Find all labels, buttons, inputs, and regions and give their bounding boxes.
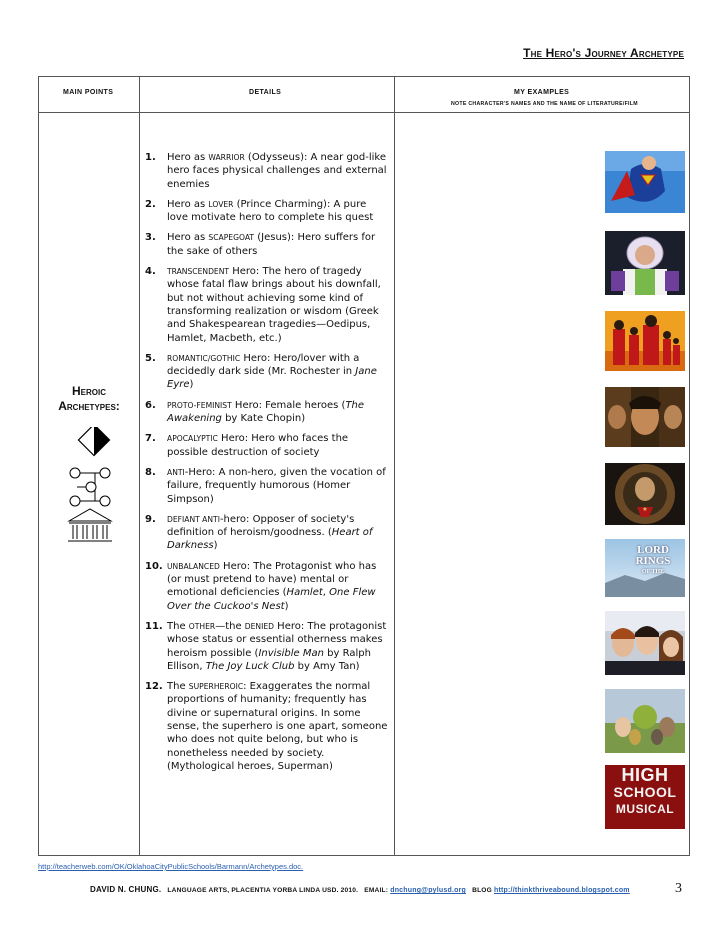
footer-email-label: EMAIL: bbox=[364, 887, 389, 894]
list-item: 9. DEFIANT ANTI-hero: Opposer of society's definition of heroism/goodness. (Heart of Darkness) bbox=[145, 513, 373, 552]
header-my-examples: MY EXAMPLES bbox=[514, 89, 570, 96]
list-item: 12. The SUPERHEROIC: Exaggerates the normal proportions of humanity; frequently has divine or supernatural origins. In some sense, the superhero is one apart, someone who does not quite belong, but who is nonetheless needed by society. (Mythological heroes, Superman) bbox=[145, 681, 388, 772]
header-details: DETAILS bbox=[249, 89, 282, 96]
list-item: 7. APOCALYPTIC Hero: Hero who faces the possible destruction of society bbox=[145, 433, 349, 458]
list-item: 1. Hero as WARRIOR (Odysseus): A near god-like hero faces physical challenges and external enemies bbox=[145, 152, 387, 190]
list-item: 2. Hero as LOVER (Prince Charming): A pure love motivate hero to complete his quest bbox=[145, 198, 374, 224]
lotr-title-line: LORD RINGS bbox=[635, 544, 671, 567]
footer-blog-label: BLOG bbox=[472, 887, 492, 894]
header-my-examples-note: NOTE CHARACTER'S NAMES AND THE NAME OF LITERATURE/FILM bbox=[451, 101, 638, 107]
main-point-heroic-archetypes bbox=[39, 384, 139, 414]
shrek-image bbox=[605, 689, 685, 753]
column-divider bbox=[139, 77, 140, 855]
list-item: 6. PROTO-FEMINIST Hero: Female heroes (The Awakening by Kate Chopin) bbox=[145, 399, 365, 425]
page-footer bbox=[90, 885, 630, 894]
list-item: 10. UNBALANCED Hero: The Protagonist who has (or must pretend to have) mental or emotional deficiencies (Hamlet, One Flew Over the Cuckoo's Nest) bbox=[145, 560, 377, 612]
main-point-line: Heroic bbox=[71, 384, 106, 398]
hsm-title-line: HIGH bbox=[621, 765, 669, 785]
star-wars-image bbox=[605, 463, 685, 525]
archetype-symbols-icon bbox=[65, 427, 125, 547]
buzz-lightyear-image bbox=[605, 231, 685, 295]
superman-image bbox=[605, 151, 685, 213]
column-divider bbox=[394, 77, 395, 855]
archetype-symbols bbox=[65, 427, 125, 551]
list-item: 5. ROMANTIC/GOTHIC Hero: Hero/lover with a decidedly dark side (Mr. Rochester in Jane Eyre) bbox=[145, 352, 377, 391]
hsm-title-line: MUSICAL bbox=[615, 802, 675, 816]
lord-of-the-rings-image bbox=[605, 539, 685, 597]
harry-potter-image bbox=[605, 611, 685, 675]
svg-text:★: ★ bbox=[642, 507, 648, 513]
list-item: 4. TRANSCENDENT Hero: The hero of tragedy whose fatal flaw brings about his downfall, but not without achieving some kind of transforming realization or wisdom (Greek and Shakespearean tragedies—Oedipus, Hamlet, Macbeth, etc.) bbox=[145, 266, 381, 344]
pirates-caribbean-image bbox=[605, 387, 685, 447]
footer-course: LANGUAGE ARTS, PLACENTIA YORBA LINDA USD. 2010. bbox=[167, 887, 359, 894]
high-school-musical-image bbox=[605, 765, 685, 829]
hsm-title-line: SCHOOL bbox=[613, 784, 677, 800]
footer-email-link[interactable]: dnchung@pylusd.org bbox=[390, 887, 466, 894]
archetype-list bbox=[145, 151, 390, 780]
source-link[interactable]: http://teacherweb.com/OK/OklahoaCityPublicSchools/Barmann/Archetypes.doc. bbox=[38, 862, 304, 871]
footer-author: DAVID N. CHUNG. bbox=[90, 885, 162, 894]
table-header-row bbox=[39, 77, 689, 113]
document-title: The Hero's Journey Archetype bbox=[523, 46, 684, 60]
header-main-points: MAIN POINTS bbox=[63, 89, 114, 96]
footer-blog-link[interactable]: http://thinkthriveabound.blogspot.com bbox=[494, 887, 630, 894]
lotr-title-small: OF THE bbox=[641, 569, 665, 575]
list-item: 8. ANTI-Hero: A non-hero, given the vocation of failure, frequently humorous (Homer Simpson) bbox=[145, 466, 386, 505]
incredibles-image bbox=[605, 311, 685, 371]
page-number: 3 bbox=[675, 881, 682, 896]
main-point-line: Archetypes: bbox=[58, 399, 120, 413]
list-item: 11. The OTHER—the DENIED Hero: The protagonist whose status or essential otherness makes heroism possible (Invisible Man by Ralph Ellison, The Joy Luck Club by Amy Tan) bbox=[145, 620, 387, 672]
archetype-table bbox=[38, 76, 690, 856]
list-item: 3. Hero as SCAPEGOAT (Jesus): Hero suffers for the sake of others bbox=[145, 232, 376, 257]
